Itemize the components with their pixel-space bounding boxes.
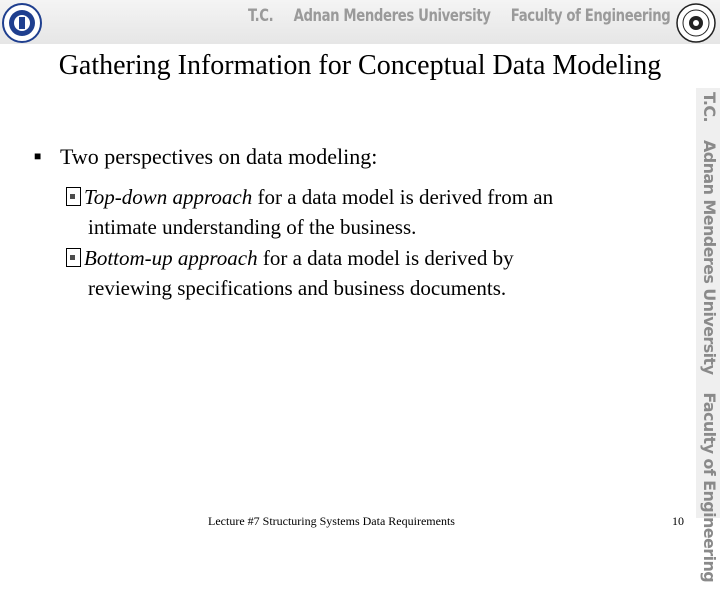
bottom-up-line2: reviewing specifications and business documents. — [88, 276, 507, 300]
bottom-up-rest: for a data model is derived by — [257, 246, 514, 270]
top-down-line2: intimate understanding of the business. — [88, 215, 417, 239]
institution-header — [248, 6, 671, 32]
vertical-part-tc: T.C. — [700, 92, 719, 122]
footer-lecture: Lecture #7 Structuring Systems Data Requirements — [208, 514, 455, 528]
main-bullet — [34, 144, 377, 170]
bottom-up-emphasis: Bottom-up approach — [84, 246, 258, 270]
sub-bullet-bottom-up — [66, 243, 514, 303]
university-logo — [2, 3, 42, 43]
slide-title: Gathering Information for Conceptual Data Modeling — [58, 50, 662, 81]
faculty-logo — [676, 3, 716, 43]
sub-bullet-top-down — [66, 182, 553, 242]
vertical-part-faculty: Faculty of Engineering — [700, 392, 719, 583]
page-number: 10 — [672, 514, 684, 528]
institution-part-faculty: Faculty of Engineering — [510, 6, 671, 26]
square-bullet-icon: ■ — [34, 149, 42, 163]
box-bullet-icon — [66, 248, 81, 267]
top-down-emphasis: Top-down approach — [84, 185, 253, 209]
vertical-part-university: Adnan Menderes University — [700, 139, 719, 375]
box-bullet-icon — [66, 187, 81, 206]
institution-part-tc: T.C. — [248, 6, 274, 26]
institution-part-university: Adnan Menderes University — [293, 6, 491, 26]
main-bullet-text: Two perspectives on data modeling: — [60, 144, 378, 169]
top-down-rest: for a data model is derived from an — [252, 185, 554, 209]
vertical-institution-text — [697, 92, 719, 583]
